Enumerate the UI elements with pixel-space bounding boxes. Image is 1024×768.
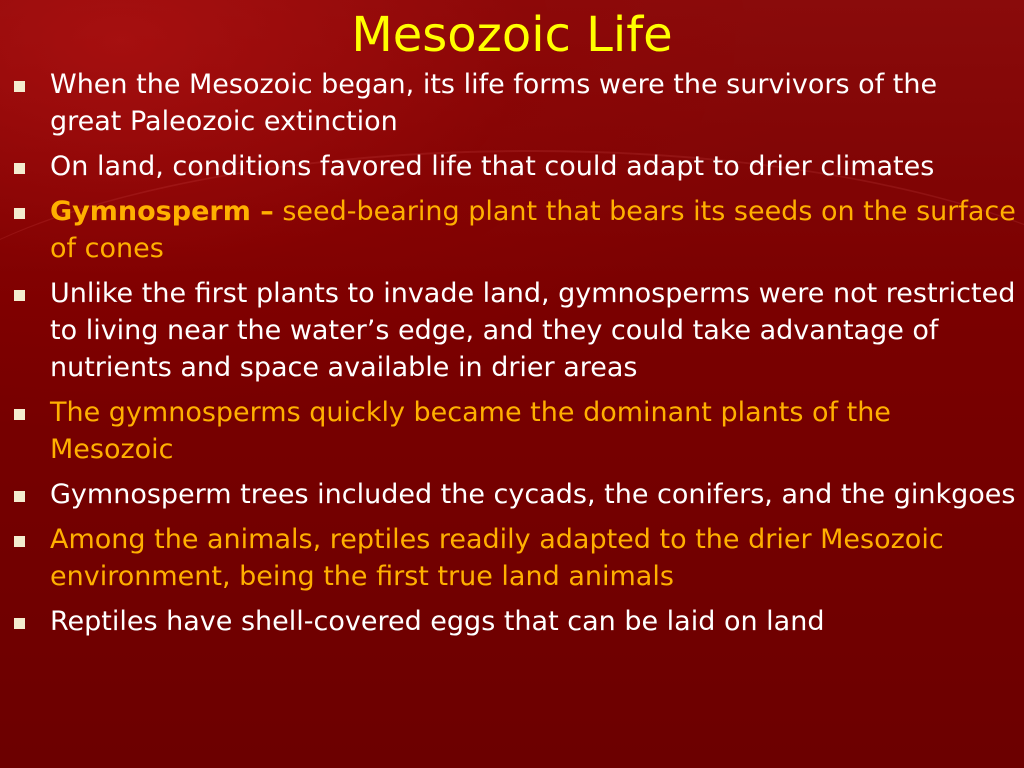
bullet-item-definition	[0, 193, 1024, 267]
bullet-text: The gymnosperms quickly became the dominant plants of the Mesozoic	[50, 397, 891, 465]
square-bullet-icon	[14, 536, 25, 547]
bullet-text: Reptiles have shell-covered eggs that can be laid on land	[50, 606, 825, 637]
bullet-item	[0, 603, 1024, 640]
bullet-item-highlight	[0, 521, 1024, 595]
square-bullet-icon	[14, 409, 25, 420]
bullet-text: Unlike the first plants to invade land, gymnosperms were not restricted to living near the water’s edge, and they could take advantage of nutrients and space available in drier areas	[50, 278, 1016, 383]
square-bullet-icon	[14, 491, 25, 502]
bullet-text: Gymnosperm trees included the cycads, the conifers, and the ginkgoes	[50, 479, 1016, 510]
square-bullet-icon	[14, 618, 25, 629]
square-bullet-icon	[14, 290, 25, 301]
bullet-item	[0, 275, 1024, 386]
bullet-item	[0, 476, 1024, 513]
bullet-list	[0, 66, 1024, 648]
bullet-text: On land, conditions favored life that could adapt to drier climates	[50, 151, 935, 182]
definition-term: Gymnosperm –	[50, 196, 274, 227]
square-bullet-icon	[14, 163, 25, 174]
bullet-text: When the Mesozoic began, its life forms were the survivors of the great Paleozoic extinction	[50, 69, 938, 137]
bullet-item-highlight	[0, 394, 1024, 468]
slide-title: Mesozoic Life	[351, 7, 673, 63]
bullet-item	[0, 148, 1024, 185]
bullet-item	[0, 66, 1024, 140]
definition-text: seed-bearing plant that bears its seeds on the surface of cones	[50, 196, 1016, 264]
square-bullet-icon	[14, 81, 25, 92]
bullet-text: Among the animals, reptiles readily adapted to the drier Mesozoic environment, being the first true land animals	[50, 524, 944, 592]
square-bullet-icon	[14, 208, 25, 219]
